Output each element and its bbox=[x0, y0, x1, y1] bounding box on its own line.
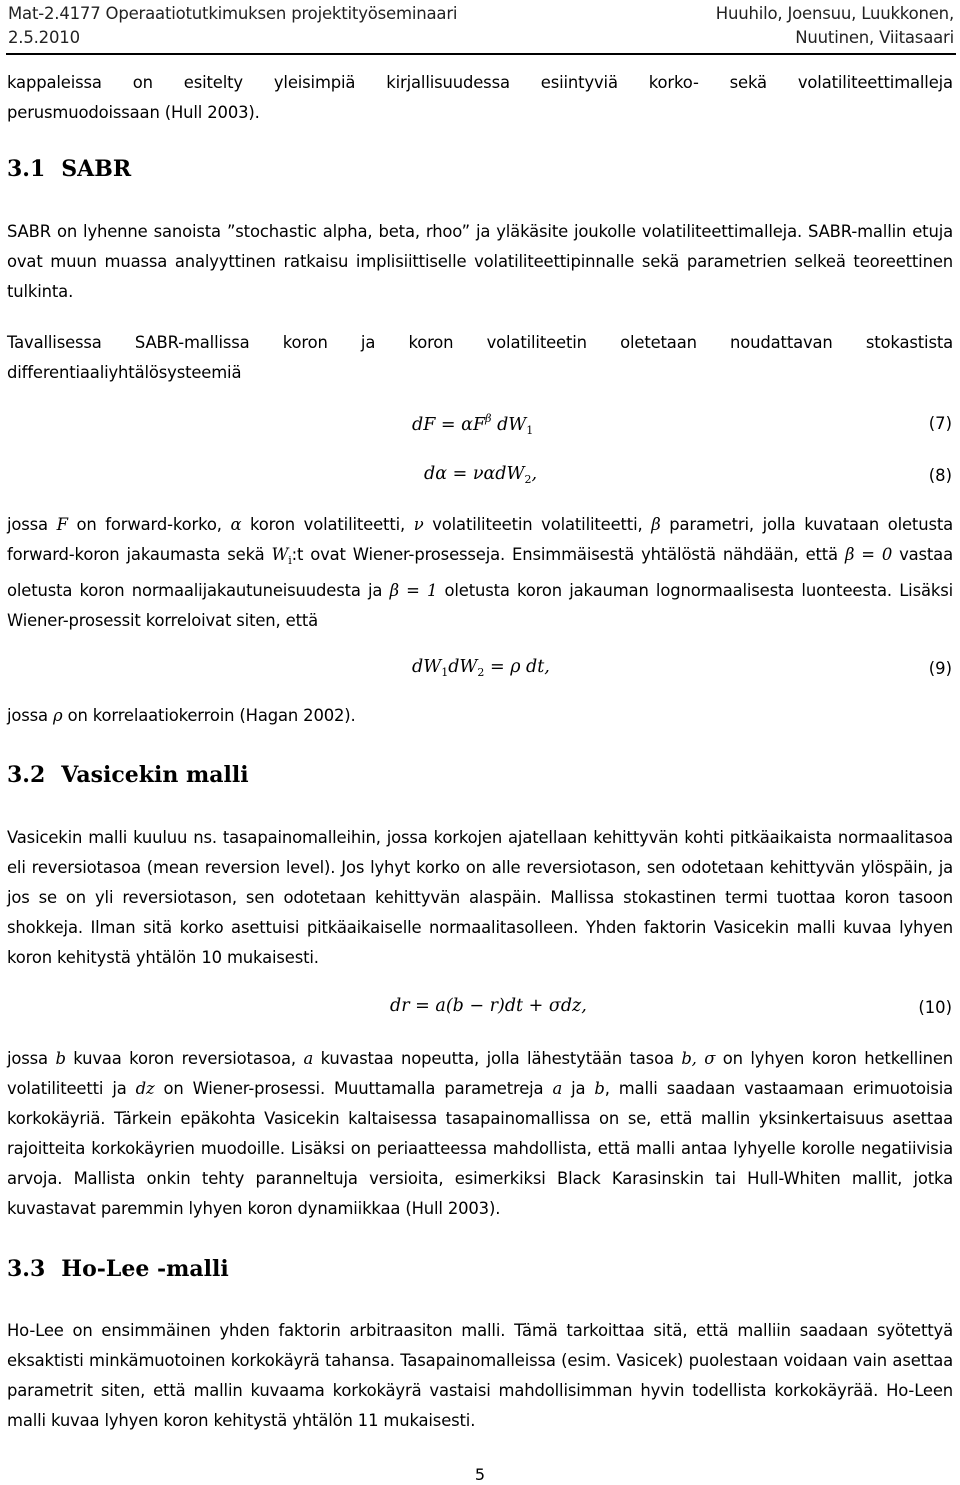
sabr-paragraph-2: Tavallisessa SABR-mallissa koron ja koron volatiliteetin oletetaan noudattavan stokastista differentiaaliyhtälösysteemiä bbox=[7, 333, 953, 382]
page-number: 5 bbox=[474, 1465, 486, 1484]
text-run: parametri, jolla kuvataan oletusta forward-koron jakaumasta sekä bbox=[7, 515, 954, 564]
header-date: 2.5.2010 bbox=[8, 28, 80, 47]
word: esiintyviä bbox=[540, 73, 618, 92]
section-heading-3-1 bbox=[7, 156, 131, 182]
symbol-beta-1: β = 1 bbox=[389, 581, 438, 600]
text-run: :t ovat Wiener-prosesseja. Ensimmäisestä yhtälöstä nähdään, että bbox=[291, 545, 845, 564]
page-header bbox=[0, 0, 960, 52]
header-authors-1: Huuhilo, Joensuu, Luukkonen, bbox=[715, 4, 954, 23]
symbol-b: b bbox=[594, 1079, 605, 1098]
symbol-a: a bbox=[303, 1049, 314, 1068]
header-divider bbox=[6, 53, 956, 55]
text-run: koron volatiliteetti, bbox=[241, 515, 414, 534]
intro-line-2: perusmuodoissaan (Hull 2003). bbox=[7, 103, 260, 122]
word: yleisimpiä bbox=[273, 73, 356, 92]
text-run: on korrelaatiokerroin (Hagan 2002). bbox=[62, 706, 356, 725]
equation-7-number: (7) bbox=[928, 414, 952, 433]
text-run: jossa bbox=[7, 515, 57, 534]
equation-8: dα = ναdW$_2$, bbox=[424, 464, 538, 486]
text-run: jossa bbox=[7, 1049, 56, 1068]
text-run: vastaa oletusta koron normaalijakautuneisuudesta ja bbox=[7, 545, 953, 600]
text-run: , malli saadaan vastaamaan erimuotoisia korkokäyriä. Tärkein epäkohta Vasicekin kaltaisessa tasapainomallissa on se, että mallin yksinkertaisuus asettaa rajoitteita korkokäyrien muodoille. Lisäksi on periaatteessa mahdollista, että malli antaa lyhyelle korolle negatiivisia arvoja. Mallista onkin tehty paranneltuja versioita, esimerkiksi Black Karasinskin tai Hull-Whiten mallit, jotka kuvastavat paremmin lyhyen koron dynamiikkaa (Hull 2003). bbox=[7, 1079, 954, 1218]
section-number: 3.2 bbox=[7, 762, 46, 788]
symbol-a: a bbox=[552, 1079, 563, 1098]
equation-10: dr = a(b − r)dt + σdz, bbox=[390, 996, 587, 1016]
word: esitelty bbox=[183, 73, 243, 92]
text-run: kuvaa koron reversiotasoa, bbox=[65, 1049, 304, 1068]
section-title: Ho-Lee -malli bbox=[61, 1256, 229, 1282]
word: sekä bbox=[729, 73, 767, 92]
symbol-beta-0: β = 0 bbox=[844, 545, 893, 564]
text-run: on lyhyen koron hetkellinen volatiliteetti ja bbox=[7, 1049, 954, 1098]
word: on bbox=[132, 73, 153, 92]
sabr-paragraph-1: SABR on lyhenne sanoista ”stochastic alpha, beta, rhoo” ja yläkäsite joukolle volatiliteettimalleja. SABR-mallin etuja ovat muun muassa analyyttinen ratkaisu implisiittiselle volatiliteettipinnalle sekä parametrien selkeä teoreettinen tulkinta. bbox=[7, 222, 953, 301]
text-run: oletusta koron jakauman lognormaalisesta luonteesta. Lisäksi Wiener-prosessit korreloivat siten, että bbox=[7, 581, 953, 630]
word: volatiliteettimalleja bbox=[797, 73, 953, 92]
vasicek-paragraph-1: Vasicekin malli kuuluu ns. tasapainomalleihin, jossa korkojen ajatellaan kehittyvän kohti pitkäaikaista normaalitasoa eli reversiotasoa (mean reversion level). Jos lyhyt korko on alle reversiotason, sen odotetaan kehittyvän ylöspäin, ja jos se on yli reversiotason, sen odotetaan kehittyvän alaspäin. Mallissa stokastinen termi tuottaa koron tasoon shokkeja. Ilman sitä korko asettuisi pitkäaikaiselle normaalitasolleen. Yhden faktorin Vasicekin malli kuvaa lyhyen koron kehitystä yhtälön 10 mukaisesti. bbox=[7, 828, 953, 967]
section-heading-3-3 bbox=[7, 1256, 229, 1282]
equation-10-number: (10) bbox=[918, 998, 952, 1017]
intro-line-1 bbox=[7, 68, 953, 98]
symbol-nu: ν bbox=[413, 515, 424, 534]
equation-9: $dW_1dW_2 = \rho$ dt, bbox=[412, 657, 550, 679]
equation-8-number: (8) bbox=[928, 466, 952, 485]
word: korko- bbox=[648, 73, 699, 92]
equation-7: dF = $\alpha F^\beta$ $dW_1$ bbox=[412, 412, 534, 437]
word: kappaleissa bbox=[7, 73, 102, 92]
symbol-beta: β bbox=[651, 515, 661, 534]
course-title: Mat-2.4177 Operaatiotutkimuksen projektityöseminaari bbox=[8, 4, 458, 23]
symbol-rho: ρ bbox=[53, 706, 63, 725]
text-run: kuvastaa nopeutta, jolla lähestytään tasoa bbox=[313, 1049, 682, 1068]
text-run: volatiliteetin volatiliteetti, bbox=[423, 515, 652, 534]
text-run: on forward-korko, bbox=[67, 515, 231, 534]
symbol-alpha: α bbox=[230, 515, 242, 534]
section-number: 3.1 bbox=[7, 156, 46, 182]
sabr-paragraph-3 bbox=[7, 510, 953, 636]
symbol-Wi: $W_i$ bbox=[271, 545, 292, 567]
section-title: SABR bbox=[61, 156, 132, 182]
text-run: jossa bbox=[7, 706, 54, 725]
symbol-b-sigma: b, σ bbox=[681, 1049, 716, 1068]
text-run: ja bbox=[562, 1079, 595, 1098]
holee-paragraph-1: Ho-Lee on ensimmäinen yhden faktorin arbitraasiton malli. Tämä tarkoittaa sitä, että malliin saadaan syötettyä eksaktisti minkämuotoinen korkokäyrä tahansa. Tasapainomalleissa (esim. Vasicek) puolestaan voidaan vain asettaa parametrit siten, että mallin kuvaama korkokäyrä vastaisi mahdollisimman hyvin todellista korkokäyrää. Ho-Leen malli kuvaa lyhyen koron kehitystä yhtälön 11 mukaisesti. bbox=[7, 1321, 953, 1430]
section-heading-3-2 bbox=[7, 762, 249, 788]
sabr-paragraph-4 bbox=[7, 701, 953, 731]
symbol-b: b bbox=[55, 1049, 66, 1068]
equation-9-number: (9) bbox=[928, 659, 952, 678]
symbol-dz: dz bbox=[135, 1079, 155, 1098]
section-number: 3.3 bbox=[7, 1256, 46, 1282]
word: kirjallisuudessa bbox=[386, 73, 510, 92]
section-title: Vasicekin malli bbox=[61, 762, 249, 788]
text-run: on Wiener-prosessi. Muuttamalla parametreja bbox=[154, 1079, 553, 1098]
vasicek-paragraph-2 bbox=[7, 1044, 953, 1224]
header-authors-2: Nuutinen, Viitasaari bbox=[795, 28, 954, 47]
symbol-F: F bbox=[56, 515, 68, 534]
